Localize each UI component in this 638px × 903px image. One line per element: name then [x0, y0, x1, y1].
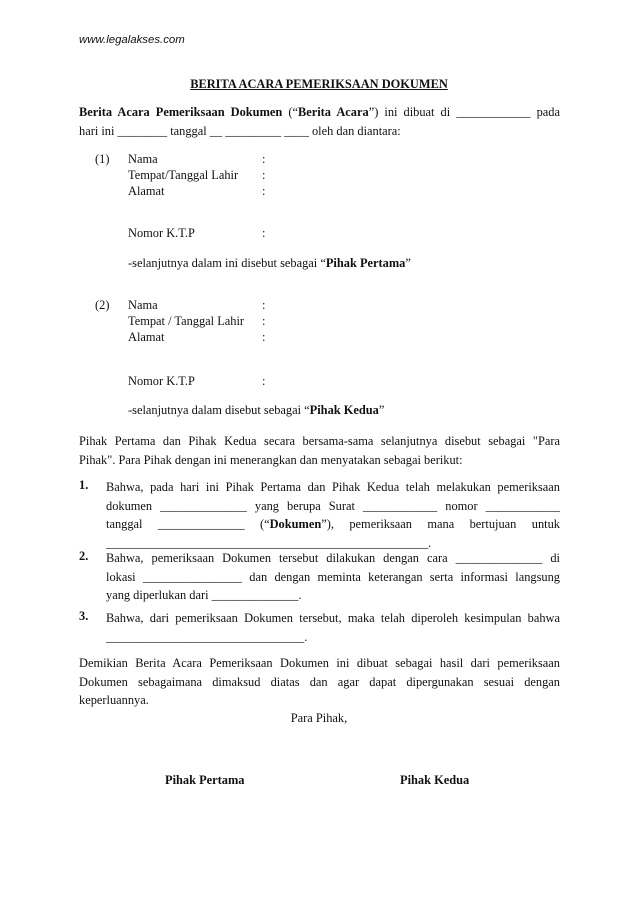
party1-colon-name: : [262, 152, 266, 166]
item-3-number: 3. [79, 609, 89, 623]
closing-line-1: Demikian Berita Acara Pemeriksaan Dokumen ini dibuat sebagai hasil dari pemeriksaan [79, 656, 560, 670]
party2-field-address: Alamat [128, 330, 165, 344]
intro-text-2: ”) ini dibuat di ____________ pada [368, 105, 560, 119]
closing-line-2: Dokumen sebagaimana dimaksud diatas dan agar dapat dipergunakan sesuai dengan [79, 674, 560, 689]
party2-field-birth: Tempat / Tanggal Lahir [128, 314, 245, 328]
item-1-body [106, 478, 560, 552]
item-1-number: 1. [79, 478, 89, 492]
item-1-line-3-b: ”), pemeriksaan mana bertujuan untuk [321, 517, 560, 531]
item-2-line-3: yang diperlukan dari ______________. [106, 588, 302, 602]
item-3-body [106, 609, 560, 646]
party2-colon-birth: : [262, 314, 266, 328]
item-3-line-2: ________________________________. [106, 629, 308, 644]
document-title: BERITA ACARA PEMERIKSAAN DOKUMEN [190, 77, 448, 91]
party1-colon-address: : [262, 184, 266, 198]
party2-colon-name: : [262, 298, 266, 312]
party2-colon-ktp: : [262, 374, 266, 388]
party1-note-bold: Pihak Pertama [325, 256, 406, 270]
intro-bold-2: Berita Acara [297, 105, 369, 119]
party2-number: (2) [95, 298, 110, 312]
party1-note-prefix: -selanjutnya dalam ini disebut sebagai “ [128, 256, 326, 270]
item-1-line-3-bold: Dokumen [269, 517, 322, 531]
intro-line-1 [79, 103, 560, 122]
item-1-line-4: ____________________________________________________. [106, 535, 432, 550]
party1-number: (1) [95, 152, 110, 166]
parties-statement-line-2: Pihak". Para Pihak dengan ini menerangkan dan menyatakan sebagai berikut: [79, 452, 463, 467]
para-pihak-label: Para Pihak, [290, 711, 348, 725]
item-2-line-1: Bahwa, pemeriksaan Dokumen tersebut dilakukan dengan cara ______________ di [106, 551, 560, 565]
party2-field-name: Nama [128, 298, 158, 312]
party1-field-name: Nama [128, 152, 158, 166]
signature-pihak-kedua: Pihak Kedua [400, 773, 470, 787]
item-1-line-1: Bahwa, pada hari ini Pihak Pertama dan Pihak Kedua telah melakukan pemeriksaan [106, 480, 560, 494]
source-url: www.legalakses.com [79, 34, 185, 46]
party1-field-address: Alamat [128, 184, 165, 198]
item-2-body [106, 549, 560, 605]
item-2-number: 2. [79, 549, 89, 563]
party2-note [128, 403, 384, 418]
item-1-line-3-a: tanggal ______________ (“ [106, 517, 270, 531]
party2-note-suffix: ” [378, 403, 385, 417]
party1-colon-birth: : [262, 168, 266, 182]
party1-field-birth: Tempat/Tanggal Lahir [128, 168, 239, 182]
signature-pihak-pertama: Pihak Pertama [165, 773, 245, 787]
intro-line-2: hari ini ________ tanggal __ _________ ____ oleh dan diantara: [79, 123, 401, 138]
intro-text-1: (“ [282, 105, 298, 119]
item-1-line-3 [106, 515, 560, 534]
party2-note-bold: Pihak Kedua [309, 403, 379, 417]
item-3-line-1: Bahwa, dari pemeriksaan Dokumen tersebut, maka telah diperoleh kesimpulan bahwa [106, 611, 560, 625]
intro-paragraph [79, 103, 560, 140]
item-1-line-2: dokumen ______________ yang berupa Surat ____________ nomor ____________ [106, 498, 560, 513]
party1-field-ktp: Nomor K.T.P [128, 226, 195, 240]
closing-line-3: keperluannya. [79, 693, 149, 707]
closing-paragraph [79, 654, 560, 710]
intro-bold-1: Berita Acara Pemeriksaan Dokumen [79, 105, 283, 119]
item-2-line-2: lokasi ________________ dan dengan meminta keterangan serta informasi langsung [106, 569, 560, 584]
party1-note-suffix: ” [405, 256, 411, 270]
party2-colon-address: : [262, 330, 266, 344]
parties-statement-line-1: Pihak Pertama dan Pihak Kedua secara bersama-sama selanjutnya disebut sebagai "Para [79, 434, 560, 448]
party2-field-ktp: Nomor K.T.P [128, 374, 195, 388]
party1-colon-ktp: : [262, 226, 266, 240]
parties-statement [79, 432, 560, 469]
party1-note [128, 256, 411, 271]
party2-note-prefix: -selanjutnya dalam disebut sebagai “ [128, 403, 310, 417]
